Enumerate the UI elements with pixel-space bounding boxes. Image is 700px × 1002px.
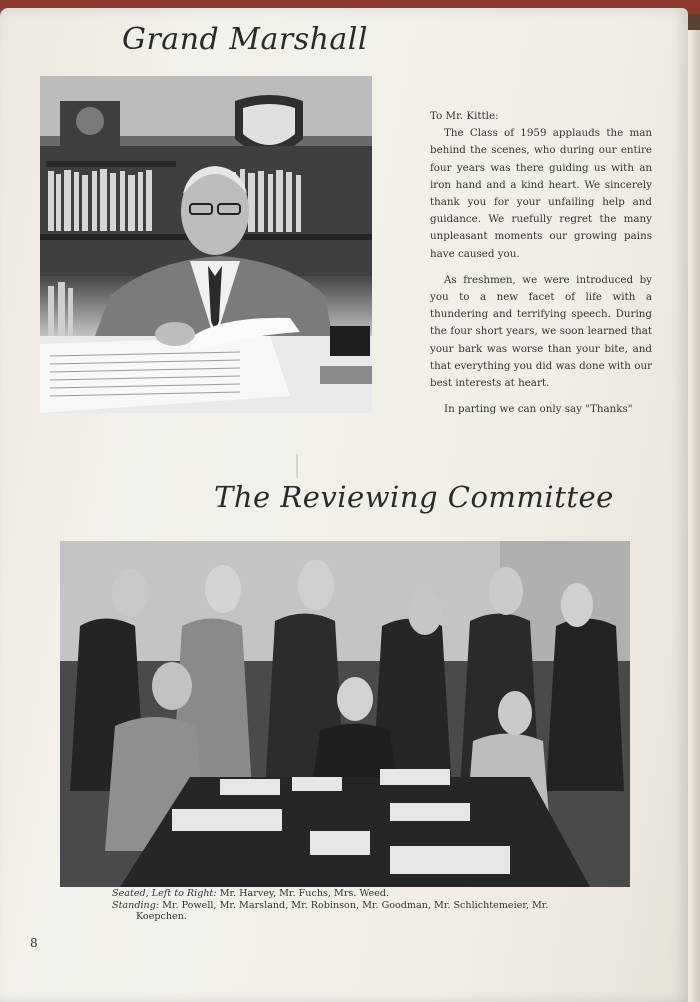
yearbook-page [0, 8, 688, 1002]
grand-marshall-photo [40, 76, 372, 413]
paper-mark [296, 454, 298, 478]
caption-seated-label: Seated, Left to Right: [112, 888, 217, 899]
caption-seated-names: Mr. Harvey, Mr. Fuchs, Mrs. Weed. [219, 888, 390, 899]
caption-standing-line [112, 900, 590, 912]
caption-standing-continuation: Koepchen. [136, 911, 187, 922]
caption-standing-names: Mr. Powell, Mr. Marsland, Mr. Robinson, Mr. Goodman, Mr. Schlichtemeier, Mr. [162, 899, 549, 911]
letter-salutation: To Mr. Kittle: [430, 110, 499, 122]
reviewing-committee-title: The Reviewing Committee [214, 480, 614, 514]
grand-marshall-title: Grand Marshall [122, 22, 368, 57]
grand-marshall-letter [430, 108, 652, 427]
reviewing-committee-photo [60, 541, 630, 887]
letter-paragraph: The Class of 1959 applauds the man behind the scenes, who during our entire four years was there guiding us with an iron hand and a kind heart. We sincerely thank you for your unfailing help and guidance. We ruefully regret the many unpleasant moments our growing pains have caused you. [430, 127, 652, 260]
letter-paragraph: As freshmen, we were introduced by you to a new facet of life with a thundering and terrifying speech. During the four short years, we soon learned that your bark was worse than your bite, and that everything you did was done with our best interests at heart. [430, 273, 652, 390]
caption-standing-label: Standing: [112, 899, 160, 911]
committee-caption [112, 888, 590, 923]
letter-paragraph: In parting we can only say "Thanks" [444, 403, 633, 416]
caption-seated-line [112, 888, 590, 900]
page-number: 8 [30, 936, 38, 950]
